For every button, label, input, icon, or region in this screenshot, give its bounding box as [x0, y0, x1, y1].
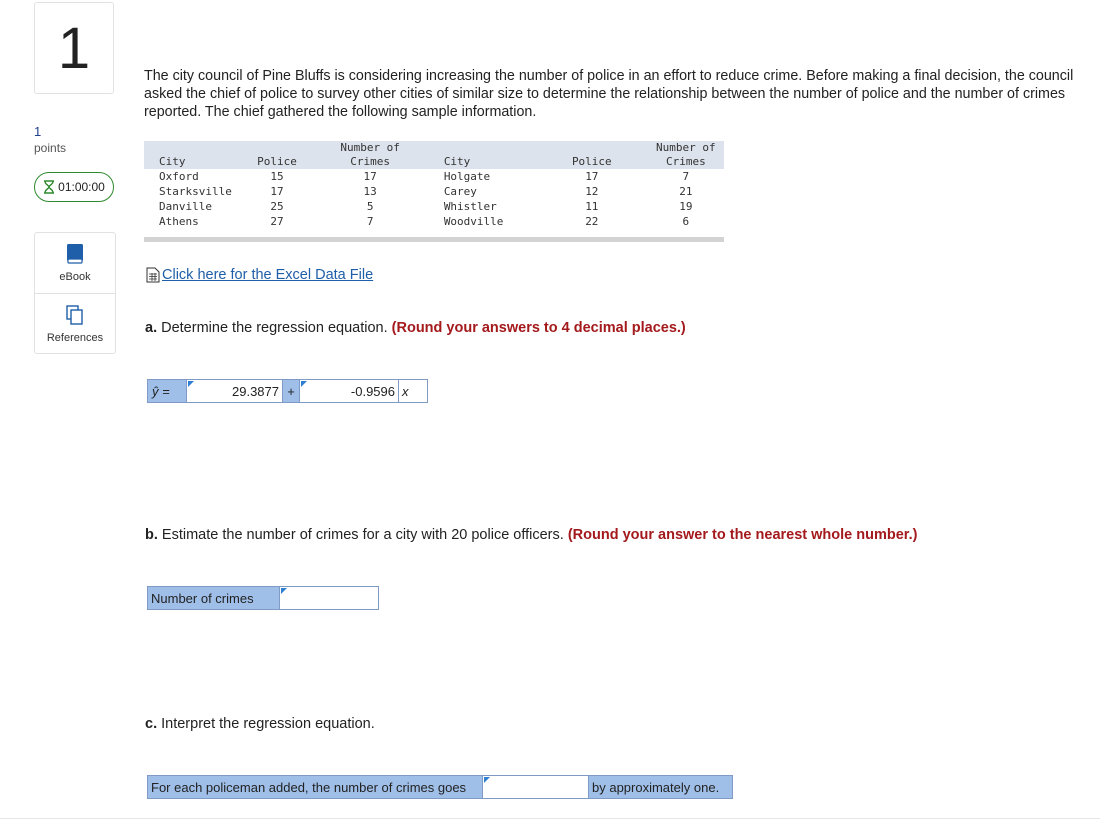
cell-police: 15	[270, 170, 284, 183]
regression-equation-row	[147, 379, 428, 403]
excel-data-link[interactable]	[146, 267, 373, 283]
interpretation-dropdown[interactable]	[482, 776, 589, 798]
part-a-prompt: a. Determine the regression equation. (Round your answers to 4 decimal places.)	[145, 320, 686, 336]
data-table-container	[144, 141, 724, 242]
cell-police: 27	[270, 215, 284, 228]
book-icon	[65, 243, 85, 265]
problem-statement: The city council of Pine Bluffs is considering increasing the number of police in an effort to reduce crime. Before making a final decision, the council asked the chief of police to survey other cities of similar size to determine the relationship between the number of police and the number of crimes reported. The chief gathered the following sample information.	[144, 68, 1074, 120]
cell-crimes: 6	[682, 215, 690, 228]
references-label: References	[46, 332, 104, 344]
table-row	[144, 199, 724, 214]
hourglass-icon	[43, 180, 55, 194]
cell-police: 25	[270, 200, 284, 213]
timer-badge[interactable]	[34, 172, 114, 202]
cell-police: 17	[270, 185, 284, 198]
crimes-label: Number of crimes	[151, 590, 254, 606]
points-value: 1	[34, 124, 42, 139]
points-label: points	[34, 141, 67, 155]
side-tools	[34, 232, 116, 354]
excel-link-text: Click here for the Excel Data File	[162, 267, 374, 283]
spreadsheet-file-icon	[146, 267, 160, 283]
references-button[interactable]	[35, 293, 115, 354]
question-number-text: 1	[57, 15, 91, 81]
bottom-divider	[0, 818, 1100, 819]
cell-crimes: 19	[679, 200, 693, 213]
cell-city: Whistler	[443, 200, 497, 213]
data-table	[144, 141, 724, 229]
crimes-input[interactable]	[279, 587, 378, 609]
cell-crimes: 17	[363, 170, 377, 183]
cell-city: Holgate	[443, 170, 491, 183]
cell-police: 17	[585, 170, 599, 183]
x-variable: x	[399, 380, 427, 402]
ebook-button[interactable]	[35, 233, 115, 293]
plus-sign: +	[287, 383, 295, 399]
interpretation-row	[147, 775, 733, 799]
table-header-row	[144, 141, 724, 169]
interpretation-label-before: For each policeman added, the number of crimes goes	[151, 779, 467, 795]
header-city-2: City	[429, 141, 536, 169]
cell-city: Woodville	[443, 215, 504, 228]
cell-city: Starksville	[159, 185, 232, 198]
copy-pages-icon	[65, 304, 85, 326]
cell-police: 11	[585, 200, 599, 213]
interpretation-label-after: by approximately one.	[592, 779, 720, 795]
header-crimes-2: Number of Crimes	[648, 141, 724, 169]
cell-police: 22	[585, 215, 599, 228]
crimes-estimate-row	[147, 586, 379, 610]
table-bottom-rule	[144, 237, 724, 242]
cell-crimes: 7	[366, 215, 374, 228]
cell-crimes: 5	[366, 200, 374, 213]
table-row	[144, 214, 724, 229]
part-c-prompt: c. Interpret the regression equation.	[145, 716, 375, 732]
slope-input[interactable]: -0.9596	[299, 380, 399, 402]
intercept-input[interactable]: 29.3877	[186, 380, 283, 402]
header-police: Police	[243, 141, 312, 169]
header-police-2: Police	[536, 141, 648, 169]
cell-crimes: 21	[679, 185, 693, 198]
cell-crimes: 13	[363, 185, 377, 198]
table-row	[144, 169, 724, 184]
timer-text: 01:00:00	[58, 180, 105, 194]
part-b-prompt: b. Estimate the number of crimes for a city with 20 police officers. (Round your answer to the nearest whole number.)	[145, 527, 918, 543]
cell-city: Oxford	[159, 170, 199, 183]
cell-police: 12	[585, 185, 599, 198]
yhat-label: ŷ =	[152, 383, 170, 399]
header-crimes: Number of Crimes	[311, 141, 428, 169]
header-city: City	[144, 141, 243, 169]
cell-city: Carey	[443, 185, 477, 198]
table-row	[144, 184, 724, 199]
ebook-label: eBook	[59, 271, 91, 283]
cell-city: Danville	[159, 200, 212, 213]
cell-crimes: 7	[682, 170, 690, 183]
cell-city: Athens	[159, 215, 199, 228]
question-number	[34, 2, 114, 94]
